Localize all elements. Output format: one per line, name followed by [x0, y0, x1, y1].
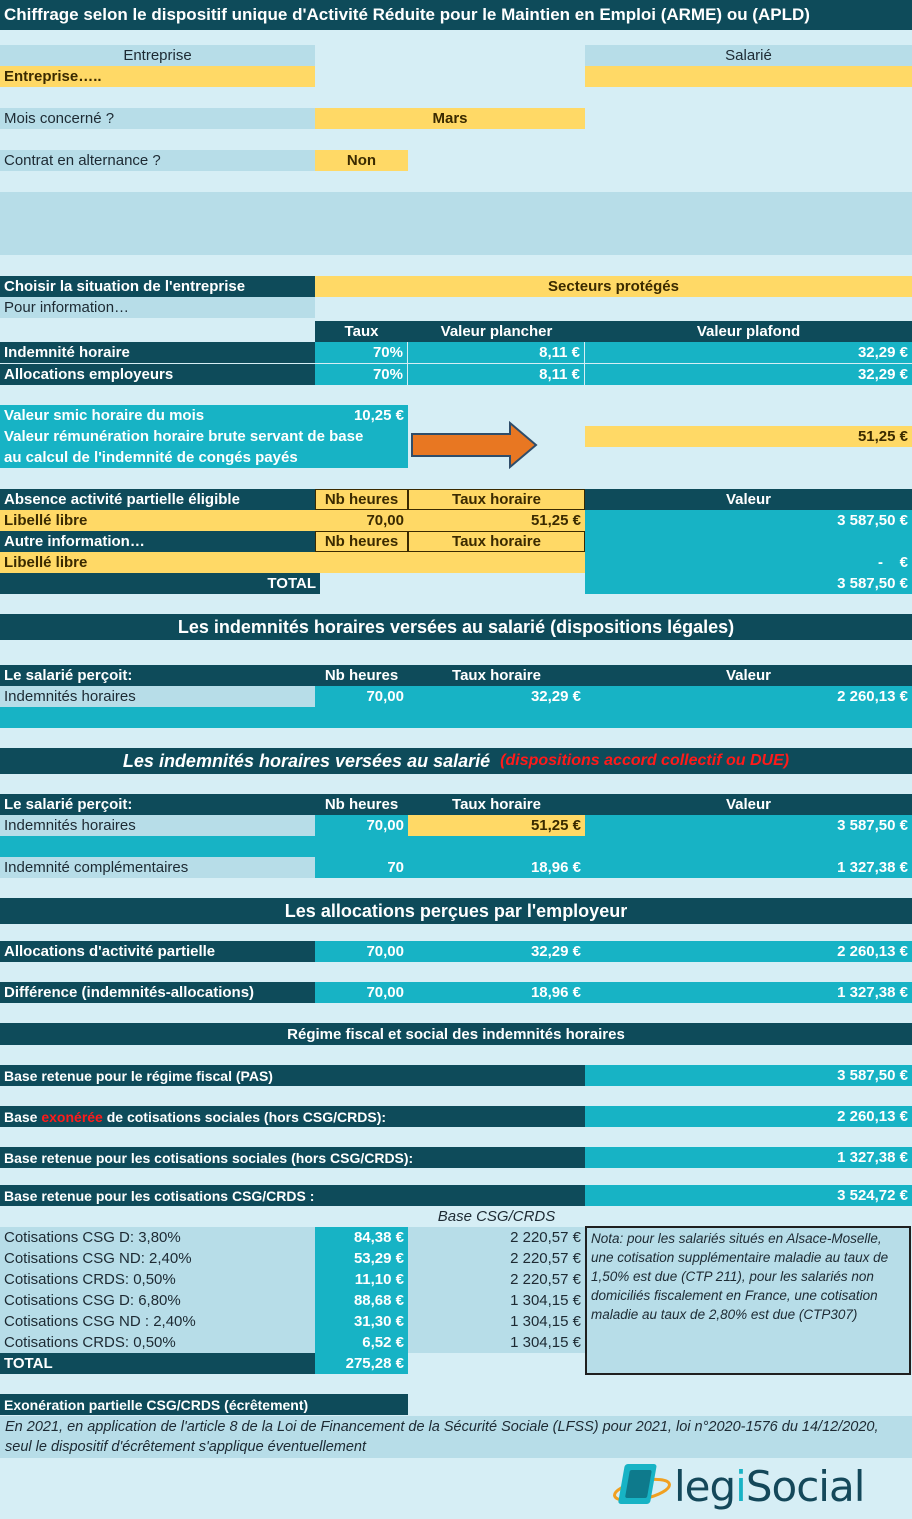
legal-row-taux: 32,29 € — [408, 686, 585, 707]
cotisation-base: 2 220,57 € — [408, 1248, 585, 1269]
accord-col-nb: Nb heures — [315, 794, 408, 815]
indemnite-taux: 70% — [315, 342, 408, 363]
accord-col-taux: Taux horaire — [408, 794, 585, 815]
accord-row1-nb: 70,00 — [315, 815, 408, 836]
indemnite-horaire-label: Indemnité horaire — [0, 342, 315, 363]
alloc-row2-label: Différence (indemnités-allocations) — [0, 982, 315, 1003]
soc-value: 1 327,38 € — [585, 1147, 912, 1168]
accord-row2-valeur: 1 327,38 € — [585, 857, 912, 878]
situation-select[interactable]: Secteurs protégés — [315, 276, 912, 297]
legisocial-logo — [612, 1458, 882, 1514]
contrat-label: Contrat en alternance ? — [0, 150, 315, 171]
absence-col-nb: Nb heures — [315, 489, 408, 510]
libelle-2-valeur: - € — [585, 552, 912, 573]
alloc-row2-valeur: 1 327,38 € — [585, 982, 912, 1003]
exo-label-b: de cotisations sociales (hors CSG/CRDS): — [102, 1108, 387, 1125]
situation-label: Choisir la situation de l'entreprise — [0, 276, 315, 297]
absence-label: Absence activité partielle éligible — [0, 489, 315, 510]
logo-text-a: leg — [674, 1461, 736, 1511]
legisocial-logo-text — [674, 1462, 864, 1511]
col-taux-header: Taux — [315, 321, 408, 342]
legal-col-valeur: Valeur — [585, 665, 912, 686]
info-label: Pour information… — [0, 297, 315, 318]
absence-total-label: TOTAL — [0, 573, 320, 594]
indemnite-plafond: 32,29 € — [585, 342, 912, 363]
smic-value: 10,25 € — [320, 405, 408, 426]
cotisation-label: Cotisations CSG D: 3,80% — [0, 1227, 315, 1248]
accord-row1-label: Indemnités horaires — [0, 815, 315, 836]
cotisation-base: 2 220,57 € — [408, 1227, 585, 1248]
base-csg-header: Base CSG/CRDS — [437, 1207, 556, 1225]
col-plafond-header: Valeur plafond — [585, 321, 912, 342]
libelle-1-taux[interactable]: 51,25 € — [408, 510, 585, 531]
alloc-row1-taux: 32,29 € — [408, 941, 585, 962]
arrow-right-icon — [410, 421, 538, 469]
legal-percoit: Le salarié perçoit: — [0, 665, 315, 686]
cotisation-label: Cotisations CSG ND : 2,40% — [0, 1311, 315, 1332]
legal-banner: Les indemnités horaires versées au salarié (dispositions légales) — [0, 614, 912, 640]
accord-percoit: Le salarié perçoit: — [0, 794, 315, 815]
libelle-1-nb[interactable]: 70,00 — [315, 510, 408, 531]
cotisation-base: 1 304,15 € — [408, 1290, 585, 1311]
logo-text-b: Social — [745, 1461, 865, 1511]
accord-row2-label: Indemnité complémentaires — [0, 857, 315, 878]
smic-label: Valeur smic horaire du mois — [0, 405, 320, 426]
csg-value: 3 524,72 € — [585, 1185, 912, 1206]
cotisation-value: 6,52 € — [315, 1332, 408, 1353]
exoneration-text: En 2021, en application de l'article 8 de la Loi de Financement de la Sécurité Sociale (LFSS) pour 2021, loi n°2020-1576 du 14/12/2020, seul le dispositif d'écrêtement s'applique éventuellement — [0, 1416, 912, 1458]
pas-value: 3 587,50 € — [585, 1065, 912, 1086]
allocations-plancher: 8,11 € — [408, 364, 585, 385]
libelle-2-inputs[interactable] — [315, 552, 585, 573]
exo-label-red: exonérée — [41, 1108, 103, 1125]
entreprise-input[interactable]: Entreprise….. — [0, 66, 315, 87]
mois-label: Mois concerné ? — [0, 108, 315, 129]
allocations-banner: Les allocations perçues par l'employeur — [0, 898, 912, 924]
absence-col-valeur: Valeur — [585, 489, 912, 510]
legal-row-label: Indemnités horaires — [0, 686, 315, 707]
legal-spacer — [0, 707, 912, 728]
mois-select[interactable]: Mars — [315, 108, 585, 129]
csg-label: Base retenue pour les cotisations CSG/CRDS : — [0, 1185, 585, 1206]
autre-valeur-blank — [585, 531, 912, 552]
cotisation-base: 2 220,57 € — [408, 1269, 585, 1290]
salarie-header: Salarié — [585, 45, 912, 66]
remuneration-label-2: au calcul de l'indemnité de congés payés — [0, 447, 408, 468]
exo-label — [0, 1106, 585, 1127]
salarie-input[interactable] — [585, 66, 912, 87]
alloc-row1-nb: 70,00 — [315, 941, 408, 962]
libelle-libre-1[interactable]: Libellé libre — [0, 510, 315, 531]
libelle-1-valeur: 3 587,50 € — [585, 510, 912, 531]
remuneration-value[interactable]: 51,25 € — [585, 426, 912, 447]
allocations-plafond: 32,29 € — [585, 364, 912, 385]
allocations-employeurs-label: Allocations employeurs — [0, 364, 315, 385]
legal-row-nb: 70,00 — [315, 686, 408, 707]
page-title: Chiffrage selon le dispositif unique d'Activité Réduite pour le Maintien en Emploi (ARME) ou (APLD) — [0, 0, 912, 30]
accord-row2-taux: 18,96 € — [408, 857, 585, 878]
cotisation-value: 84,38 € — [315, 1227, 408, 1248]
col-plancher-header: Valeur plancher — [408, 321, 585, 342]
cotisation-label: Cotisations CSG D: 6,80% — [0, 1290, 315, 1311]
accord-row1-valeur: 3 587,50 € — [585, 815, 912, 836]
alloc-row1-label: Allocations d'activité partielle — [0, 941, 315, 962]
cotisation-base: 1 304,15 € — [408, 1332, 585, 1353]
accord-col-valeur: Valeur — [585, 794, 912, 815]
accord-row2-nb: 70 — [315, 857, 408, 878]
accord-banner-red: (dispositions accord collectif ou DUE) — [500, 752, 790, 769]
absence-col-taux: Taux horaire — [408, 489, 585, 510]
legal-col-taux: Taux horaire — [408, 665, 585, 686]
cotisation-label: Cotisations CRDS: 0,50% — [0, 1332, 315, 1353]
alloc-row2-nb: 70,00 — [315, 982, 408, 1003]
accord-row1-taux[interactable]: 51,25 € — [408, 815, 585, 836]
legisocial-logo-icon — [612, 1458, 674, 1514]
nota-box: Nota: pour les salariés situés en Alsace-Moselle, une cotisation supplémentaire maladie au taux de 1,50% est due (CTP 211), pour les salariés non domiciliés fiscalement en France, une cotisation maladie au taux de 2,80% est due (CTP307) — [585, 1226, 911, 1375]
autre-information-label: Autre information… — [0, 531, 315, 552]
contrat-select[interactable]: Non — [315, 150, 408, 171]
indemnite-plancher: 8,11 € — [408, 342, 585, 363]
cotisation-value: 53,29 € — [315, 1248, 408, 1269]
cotisation-value: 88,68 € — [315, 1290, 408, 1311]
cotisations-total-value: 275,28 € — [315, 1353, 408, 1374]
cotisation-label: Cotisations CRDS: 0,50% — [0, 1269, 315, 1290]
cotisation-label: Cotisations CSG ND: 2,40% — [0, 1248, 315, 1269]
cotisations-total-label: TOTAL — [0, 1353, 315, 1374]
logo-text-i: i — [735, 1461, 746, 1511]
absence-total-value: 3 587,50 € — [585, 573, 912, 594]
exo-label-a: Base — [4, 1108, 42, 1125]
legal-row-valeur: 2 260,13 € — [585, 686, 912, 707]
pas-label: Base retenue pour le régime fiscal (PAS) — [0, 1065, 585, 1086]
remuneration-label-1: Valeur rémunération horaire brute servant de base — [0, 426, 408, 447]
regime-banner: Régime fiscal et social des indemnités horaires — [0, 1023, 912, 1045]
alloc-row2-taux: 18,96 € — [408, 982, 585, 1003]
accord-spacer — [0, 836, 912, 857]
empty-block — [0, 192, 912, 255]
autre-col-taux: Taux horaire — [408, 531, 585, 552]
entreprise-header: Entreprise — [0, 45, 315, 66]
libelle-libre-2[interactable]: Libellé libre — [0, 552, 315, 573]
autre-col-nb: Nb heures — [315, 531, 408, 552]
exoneration-label: Exonération partielle CSG/CRDS (écrêtement) — [0, 1394, 408, 1415]
cotisation-base: 1 304,15 € — [408, 1311, 585, 1332]
cotisation-value: 11,10 € — [315, 1269, 408, 1290]
exo-value: 2 260,13 € — [585, 1106, 912, 1127]
legal-col-nb: Nb heures — [315, 665, 408, 686]
alloc-row1-valeur: 2 260,13 € — [585, 941, 912, 962]
cotisation-value: 31,30 € — [315, 1311, 408, 1332]
accord-banner-main: Les indemnités horaires versées au salarié — [122, 750, 491, 771]
accord-banner — [0, 748, 912, 774]
allocations-taux: 70% — [315, 364, 408, 385]
soc-label: Base retenue pour les cotisations sociales (hors CSG/CRDS): — [0, 1147, 585, 1168]
